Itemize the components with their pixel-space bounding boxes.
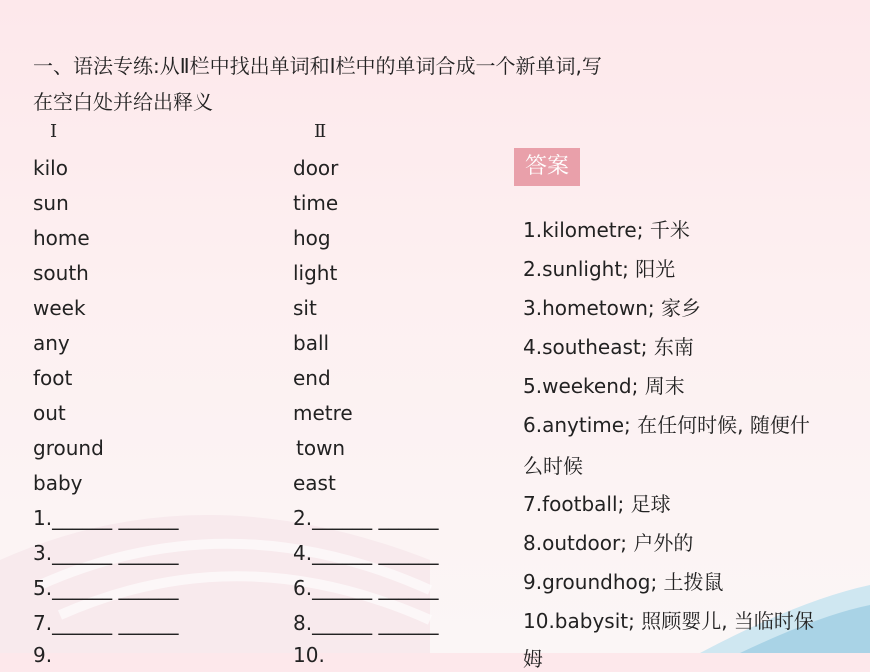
answer-blank: 1.______ ______ — [33, 506, 179, 530]
column-1-header: Ⅰ — [50, 121, 58, 142]
col2-word: east — [293, 471, 336, 495]
col1-word: week — [33, 296, 86, 320]
col2-word: town — [296, 436, 346, 460]
answer-line: 4.southeast; 东南 — [523, 335, 694, 359]
answer-blank: 9. — [33, 643, 53, 667]
answer-line: 2.sunlight; 阳光 — [523, 257, 676, 281]
answer-line: 6.anytime; 在任何时候, 随便什 — [523, 413, 810, 437]
col2-word: time — [293, 191, 339, 215]
col1-word: ground — [33, 436, 104, 460]
col2-word: light — [293, 261, 338, 285]
col2-word: end — [293, 366, 331, 390]
exercise-title-line2: 在空白处并给出释义 — [33, 90, 213, 114]
col1-word: kilo — [33, 156, 68, 180]
col1-word: south — [33, 261, 89, 285]
answer-line: 么时候 — [523, 454, 583, 478]
answer-line: 7.football; 足球 — [523, 492, 671, 516]
col2-word: hog — [293, 226, 331, 250]
answer-blank: 7.______ ______ — [33, 611, 179, 635]
exercise-title-line1: 一、语法专练:从Ⅱ栏中找出单词和Ⅰ栏中的单词合成一个新单词,写 — [33, 54, 602, 78]
answer-line: 姆 — [523, 647, 543, 671]
col1-word: sun — [33, 191, 69, 215]
answer-blank: 3.______ ______ — [33, 541, 179, 565]
col2-word: metre — [293, 401, 353, 425]
col2-word: ball — [293, 331, 330, 355]
col2-word: door — [293, 156, 339, 180]
col1-word: foot — [33, 366, 73, 390]
col2-word: sit — [293, 296, 317, 320]
answer-line: 5.weekend; 周末 — [523, 374, 685, 398]
answer-line: 8.outdoor; 户外的 — [523, 531, 694, 555]
answer-line: 3.hometown; 家乡 — [523, 296, 701, 320]
answer-line: 9.groundhog; 土拨鼠 — [523, 570, 724, 594]
answer-blank: 2.______ ______ — [293, 506, 439, 530]
col1-word: any — [33, 331, 70, 355]
answer-line: 10.babysit; 照顾婴儿, 当临时保 — [523, 609, 814, 633]
answer-line: 1.kilometre; 千米 — [523, 218, 690, 242]
answer-blank: 8.______ ______ — [293, 611, 439, 635]
answer-badge: 答案 — [514, 148, 580, 186]
answer-blank: 4.______ ______ — [293, 541, 439, 565]
answer-blank: 10. — [293, 643, 325, 667]
col1-word: out — [33, 401, 66, 425]
col1-word: home — [33, 226, 90, 250]
answer-blank: 6.______ ______ — [293, 576, 439, 600]
col1-word: baby — [33, 471, 83, 495]
column-2-header: Ⅱ — [314, 121, 327, 142]
answer-blank: 5.______ ______ — [33, 576, 179, 600]
